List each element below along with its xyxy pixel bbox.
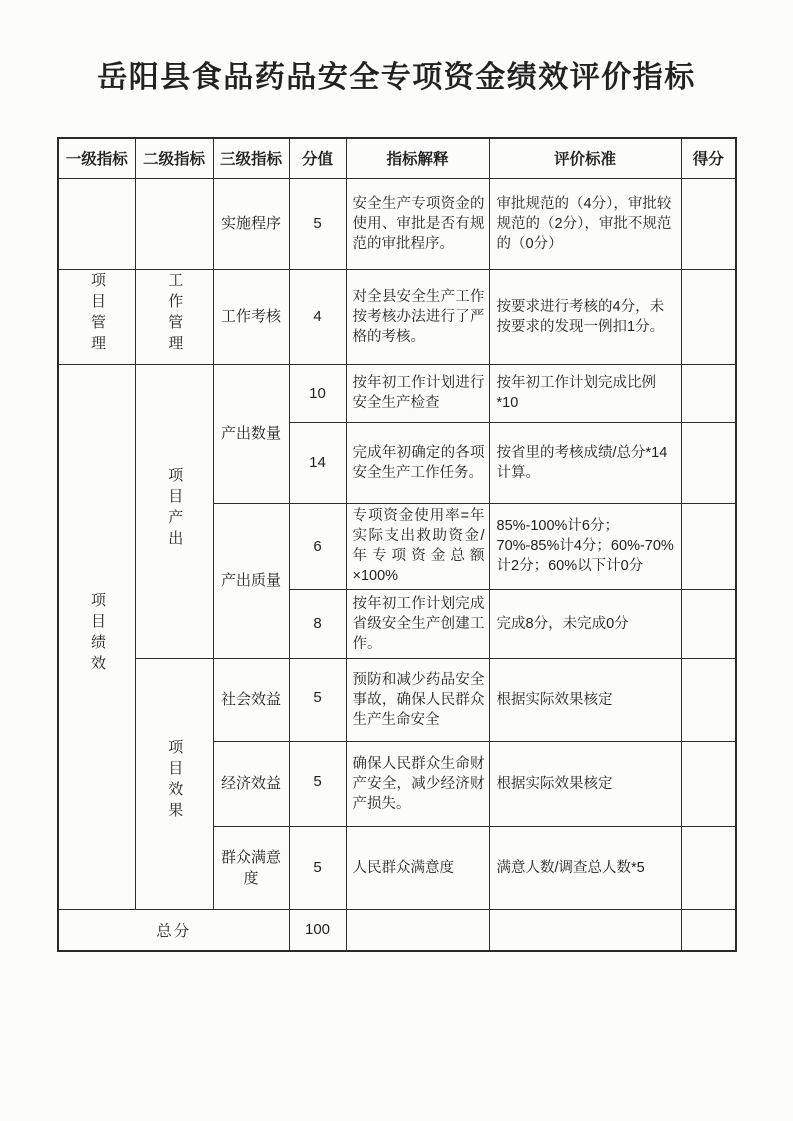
cell-level1-project-management <box>58 269 135 364</box>
cell-points: 5 <box>289 178 346 269</box>
total-label: 总分 <box>58 909 289 951</box>
cell-points: 6 <box>289 503 346 589</box>
cell-criteria: 根据实际效果核定 <box>489 741 681 826</box>
cell-points: 10 <box>289 364 346 422</box>
cell-level3: 社会效益 <box>213 658 289 741</box>
cell-points: 4 <box>289 269 346 364</box>
cell-level3: 经济效益 <box>213 741 289 826</box>
cell-level3: 实施程序 <box>213 178 289 269</box>
cell-obtained-score <box>681 658 736 741</box>
col-header-explanation: 指标解释 <box>346 138 489 178</box>
cell-obtained-score <box>681 826 736 909</box>
cell-explanation: 专项资金使用率=年实际支出救助资金/年专项资金总额×100% <box>346 503 489 589</box>
col-header-level3-indicator: 三级指标 <box>213 138 289 178</box>
cell-level3-output-quality: 产出质量 <box>213 503 289 658</box>
cell-criteria: 根据实际效果核定 <box>489 658 681 741</box>
cell-level2-work-management <box>135 269 213 364</box>
col-header-level1-indicator: 一级指标 <box>58 138 135 178</box>
cell-level3-output-quantity: 产出数量 <box>213 364 289 503</box>
cell-level1-project-performance <box>58 364 135 909</box>
vertical-label: 项目产出 <box>166 466 184 551</box>
cell-level3: 工作考核 <box>213 269 289 364</box>
vertical-label: 项目管理 <box>89 272 106 356</box>
cell-explanation: 确保人民群众生命财产安全，减少经济财产损失。 <box>346 741 489 826</box>
cell-obtained-score <box>681 503 736 589</box>
cell-explanation: 对全县安全生产工作按考核办法进行了严格的考核。 <box>346 269 489 364</box>
cell-explanation-empty <box>346 909 489 951</box>
document-title: 岳阳县食品药品安全专项资金绩效评价指标 <box>97 61 696 94</box>
table-header-row <box>58 138 736 178</box>
cell-obtained-score <box>681 269 736 364</box>
total-points: 100 <box>289 909 346 951</box>
vertical-label: 工作管理 <box>166 272 184 356</box>
total-row <box>58 909 736 951</box>
cell-explanation: 预防和减少药品安全事故，确保人民群众生产生命安全 <box>346 658 489 741</box>
cell-points: 8 <box>289 589 346 658</box>
cell-points: 14 <box>289 422 346 503</box>
cell-criteria: 按省里的考核成绩/总分*14计算。 <box>489 422 681 503</box>
col-header-obtained-score: 得分 <box>681 138 736 178</box>
cell-obtained-score <box>681 909 736 951</box>
cell-explanation: 完成年初确定的各项安全生产工作任务。 <box>346 422 489 503</box>
cell-criteria: 85%-100%计6分；70%-85%计4分；60%-70%计2分；60%以下计0分 <box>489 503 681 589</box>
evaluation-table <box>57 137 737 952</box>
cell-explanation: 按年初工作计划进行安全生产检查 <box>346 364 489 422</box>
cell-criteria: 按年初工作计划完成比例*10 <box>489 364 681 422</box>
cell-obtained-score <box>681 422 736 503</box>
table-row <box>58 178 736 269</box>
table-row <box>58 364 736 422</box>
col-header-level2-indicator: 二级指标 <box>135 138 213 178</box>
col-header-criteria: 评价标准 <box>489 138 681 178</box>
vertical-label: 项目绩效 <box>89 592 106 676</box>
cell-explanation: 按年初工作计划完成省级安全生产创建工作。 <box>346 589 489 658</box>
vertical-label: 项目效果 <box>166 739 184 823</box>
cell-points: 5 <box>289 826 346 909</box>
cell-points: 5 <box>289 741 346 826</box>
cell-level3: 群众满意度 <box>213 826 289 909</box>
cell-obtained-score <box>681 589 736 658</box>
cell-level2-empty <box>135 178 213 269</box>
table-row <box>58 658 736 741</box>
cell-criteria: 按要求进行考核的4分，未按要求的发现一例扣1分。 <box>489 269 681 364</box>
cell-explanation: 安全生产专项资金的使用、审批是否有规范的审批程序。 <box>346 178 489 269</box>
cell-level2-project-effect <box>135 658 213 909</box>
cell-criteria: 完成8分，未完成0分 <box>489 589 681 658</box>
cell-criteria-empty <box>489 909 681 951</box>
cell-obtained-score <box>681 741 736 826</box>
table-row <box>58 269 736 364</box>
cell-level1-empty <box>58 178 135 269</box>
cell-criteria: 满意人数/调查总人数*5 <box>489 826 681 909</box>
cell-obtained-score <box>681 178 736 269</box>
cell-criteria: 审批规范的（4分），审批较规范的（2分），审批不规范的（0分） <box>489 178 681 269</box>
cell-obtained-score <box>681 364 736 422</box>
cell-explanation: 人民群众满意度 <box>346 826 489 909</box>
cell-level2-project-output <box>135 364 213 658</box>
cell-points: 5 <box>289 658 346 741</box>
col-header-points: 分值 <box>289 138 346 178</box>
